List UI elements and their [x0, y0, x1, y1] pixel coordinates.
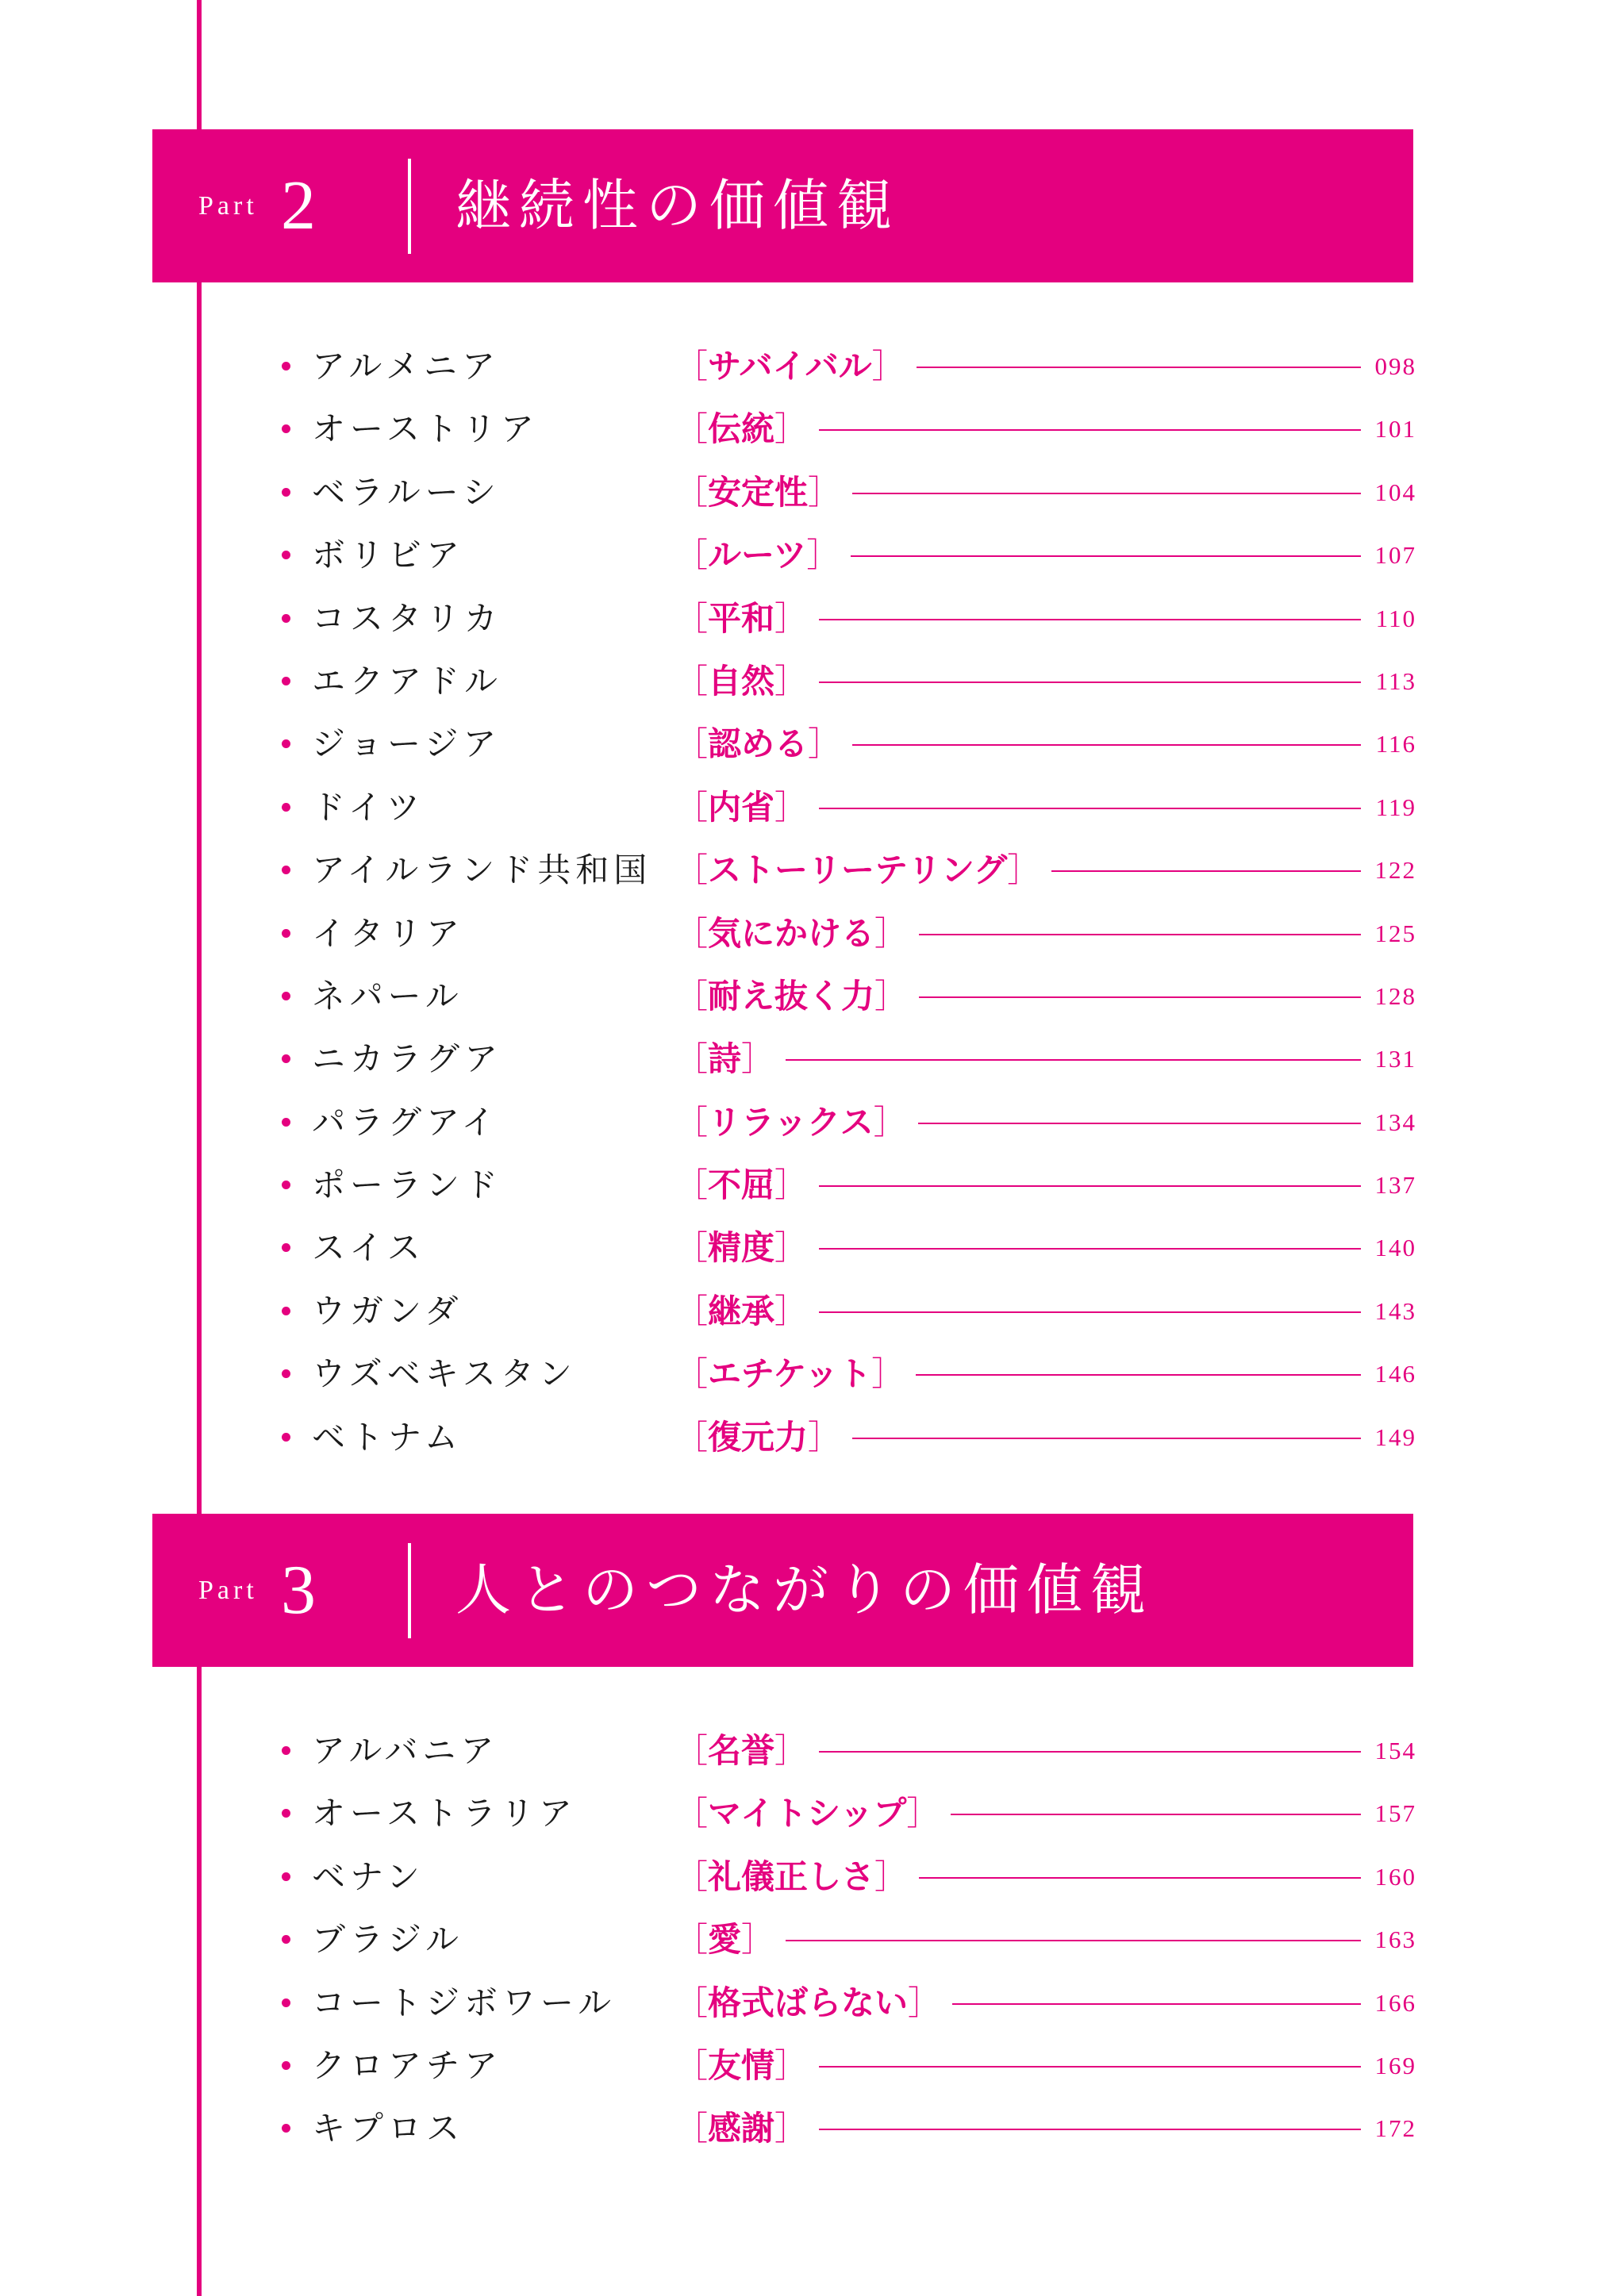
toc-entry[interactable]: [282, 902, 1416, 965]
value-keyword: [674, 1280, 819, 1342]
value-keyword: [674, 1342, 916, 1405]
page-number: 119: [1375, 793, 1416, 821]
leader-line: [814, 682, 1361, 683]
bracket-open: ［: [674, 850, 709, 890]
bullet-icon: [282, 1433, 290, 1442]
bracket-close: ］: [774, 1731, 809, 1770]
value-keyword: [674, 1782, 951, 1845]
bullet-icon: [282, 1118, 290, 1127]
leader-line: [814, 1751, 1361, 1753]
value-keyword: [674, 965, 919, 1027]
bullet-icon: [282, 488, 290, 497]
bracket-open: ［: [674, 1039, 709, 1079]
bracket-close: ］: [906, 1794, 940, 1833]
value-text: 復元力: [708, 1417, 809, 1457]
bracket-open: ［: [674, 1354, 709, 1394]
country-name: アイルランド共和国: [312, 850, 652, 890]
page-number: 122: [1374, 856, 1416, 885]
value-keyword: [674, 461, 852, 524]
bullet-icon: [282, 1998, 290, 2007]
toc-entry[interactable]: [282, 461, 1416, 524]
leader-line: [814, 808, 1361, 809]
bracket-open: ［: [674, 976, 709, 1016]
part-number: 3: [281, 1552, 316, 1629]
value-keyword: [674, 776, 819, 839]
value-keyword: [674, 1406, 852, 1469]
bullet-icon: [282, 1369, 290, 1378]
page-number: 169: [1374, 2051, 1416, 2079]
bracket-close: ］: [774, 1165, 809, 1205]
header-divider: [408, 159, 411, 254]
bracket-open: ［: [674, 2109, 709, 2148]
toc-entry[interactable]: [282, 1782, 1416, 1845]
part-label: Part: [198, 1576, 258, 1605]
bullet-icon: [282, 739, 290, 748]
bullet-icon: [282, 677, 290, 685]
leader-line: [814, 619, 1361, 620]
value-keyword: [674, 524, 851, 586]
bracket-open: ［: [674, 1165, 709, 1205]
toc-entry[interactable]: [282, 587, 1416, 650]
country-name: エクアドル: [312, 661, 503, 701]
bracket-open: ［: [674, 787, 709, 827]
leader-line: [946, 1814, 1361, 1815]
value-keyword: [674, 1719, 819, 1782]
country-name: イタリア: [312, 913, 465, 953]
part-3-toc-list: [282, 1719, 1416, 2160]
value-text: 詩: [708, 1039, 742, 1079]
bullet-icon: [282, 1746, 290, 1755]
toc-entry[interactable]: [282, 1972, 1416, 2034]
value-text: 名誉: [708, 1731, 775, 1770]
bracket-close: ］: [774, 2109, 809, 2148]
bullet-icon: [282, 424, 290, 433]
bracket-open: ［: [674, 2045, 709, 2085]
toc-entry[interactable]: [282, 2034, 1416, 2097]
bracket-close: ］: [774, 661, 809, 701]
page-number: 131: [1374, 1045, 1416, 1073]
page-number: 110: [1375, 604, 1416, 632]
value-text: 認める: [708, 724, 809, 764]
value-keyword: [674, 2034, 819, 2097]
bracket-open: ［: [674, 1731, 709, 1770]
page-number: 137: [1374, 1171, 1416, 1200]
page-number: 154: [1374, 1737, 1416, 1764]
value-text: 自然: [708, 661, 775, 701]
page-number: 107: [1374, 541, 1416, 570]
country-name: ニカラグア: [312, 1039, 503, 1079]
part-title: 継続性の価値観: [455, 173, 900, 238]
country-name: ドイツ: [312, 787, 425, 827]
leader-line: [947, 2003, 1361, 2005]
country-name: ボリビア: [312, 536, 465, 575]
bracket-close: ］: [874, 913, 909, 953]
toc-entry[interactable]: [282, 650, 1416, 712]
toc-entry[interactable]: [282, 776, 1416, 839]
page-number: 163: [1374, 1925, 1416, 1954]
value-text: 友情: [708, 2045, 775, 2085]
leader-line: [814, 429, 1361, 431]
bracket-open: ［: [674, 1291, 709, 1330]
value-keyword: [674, 1972, 952, 2034]
toc-entry[interactable]: [282, 965, 1416, 1027]
bullet-icon: [282, 362, 290, 371]
leader-line: [913, 1123, 1361, 1124]
page-number: 104: [1374, 478, 1416, 506]
value-keyword: [674, 397, 819, 460]
toc-entry[interactable]: [282, 397, 1416, 460]
leader-line: [814, 2066, 1361, 2068]
bracket-close: ］: [806, 536, 840, 575]
toc-entry[interactable]: [282, 1406, 1416, 1469]
country-name: オーストラリア: [312, 1794, 577, 1833]
value-keyword: [674, 1216, 819, 1279]
bracket-close: ］: [874, 976, 909, 1016]
country-name: ネパール: [312, 976, 463, 1016]
bullet-icon: [282, 1809, 290, 1818]
bracket-open: ［: [674, 598, 709, 638]
country-name: ポーランド: [312, 1165, 503, 1205]
toc-entry[interactable]: [282, 1908, 1416, 1971]
country-name: アルバニア: [312, 1731, 499, 1770]
country-name: キプロス: [312, 2109, 465, 2148]
value-text: 精度: [708, 1228, 775, 1268]
page-number: 116: [1375, 730, 1416, 758]
leader-line: [914, 1877, 1361, 1879]
value-text: サバイバル: [708, 347, 872, 386]
bracket-open: ［: [674, 1102, 709, 1142]
bullet-icon: [282, 614, 290, 623]
toc-entry[interactable]: [282, 2097, 1416, 2160]
value-text: 内省: [708, 787, 775, 827]
bullet-icon: [282, 551, 290, 559]
page-number: 113: [1375, 666, 1416, 695]
bracket-close: ］: [808, 1417, 842, 1457]
leader-line: [912, 367, 1361, 368]
value-text: 平和: [708, 598, 775, 638]
bullet-icon: [282, 2124, 290, 2133]
leader-line: [847, 1438, 1361, 1439]
leader-line: [846, 555, 1361, 557]
value-keyword: [674, 1845, 919, 1908]
part-3-header: [152, 1514, 1413, 1667]
value-text: 継承: [708, 1291, 775, 1330]
value-keyword: [674, 712, 852, 775]
value-text: 気にかける: [708, 913, 875, 953]
value-keyword: [674, 902, 919, 965]
bracket-open: ［: [674, 409, 709, 449]
leader-line: [847, 493, 1361, 494]
toc-entry[interactable]: [282, 1027, 1416, 1090]
bullet-icon: [282, 803, 290, 812]
country-name: オーストリア: [312, 409, 539, 449]
page-number: 140: [1374, 1234, 1416, 1262]
part-label: Part: [198, 191, 258, 221]
part-number: 2: [281, 167, 316, 244]
bullet-icon: [282, 929, 290, 938]
page-number: 143: [1374, 1296, 1416, 1325]
page-number: 160: [1374, 1862, 1416, 1891]
country-name: アルメニア: [312, 347, 501, 386]
page-number: 128: [1374, 981, 1416, 1010]
country-name: ベトナム: [312, 1417, 463, 1457]
value-text: マイトシップ: [708, 1794, 907, 1833]
margin-rule: [197, 0, 202, 2296]
bullet-icon: [282, 992, 290, 1000]
bracket-close: ］: [774, 2045, 809, 2085]
value-text: 愛: [708, 1920, 742, 1960]
value-keyword: [674, 587, 819, 650]
bracket-open: ［: [674, 1794, 709, 1833]
country-name: クロアチア: [312, 2045, 503, 2085]
page-number: 125: [1374, 919, 1416, 947]
leader-line: [914, 934, 1361, 935]
part-2-toc-list: [282, 335, 1416, 1469]
bullet-icon: [282, 1054, 290, 1063]
page-number: 149: [1374, 1423, 1416, 1451]
value-text: 耐え抜く力: [708, 976, 875, 1016]
value-keyword: [674, 1154, 819, 1216]
leader-line: [914, 996, 1361, 998]
bracket-close: ］: [808, 724, 842, 764]
value-text: ストーリーテリング: [708, 850, 1008, 890]
leader-line: [1047, 870, 1361, 872]
value-keyword: [674, 839, 1051, 901]
value-text: ルーツ: [708, 536, 807, 575]
value-keyword: [674, 650, 819, 712]
toc-entry[interactable]: [282, 524, 1416, 586]
toc-entry[interactable]: [282, 1719, 1416, 1782]
value-text: 不屈: [708, 1165, 775, 1205]
value-text: 伝統: [708, 409, 775, 449]
page-number: 134: [1374, 1108, 1416, 1136]
bracket-open: ［: [674, 1228, 709, 1268]
bracket-open: ［: [674, 724, 709, 764]
value-text: 感謝: [708, 2109, 775, 2148]
bullet-icon: [282, 2061, 290, 2070]
toc-entry[interactable]: [282, 1091, 1416, 1154]
bracket-open: ［: [674, 1983, 709, 2022]
bracket-open: ［: [674, 1920, 709, 1960]
bracket-open: ［: [674, 913, 709, 953]
bullet-icon: [282, 1243, 290, 1252]
bracket-close: ］: [873, 1102, 907, 1142]
bracket-open: ［: [674, 1417, 709, 1457]
page-number: 172: [1374, 2114, 1416, 2143]
value-text: 礼儀正しさ: [708, 1856, 875, 1896]
country-name: スイス: [312, 1228, 425, 1268]
toc-entry[interactable]: [282, 712, 1416, 775]
value-keyword: [674, 1027, 786, 1090]
leader-line: [781, 1059, 1361, 1061]
page-number: 098: [1374, 352, 1416, 380]
value-keyword: [674, 1091, 918, 1154]
bracket-close: ］: [774, 409, 809, 449]
bullet-icon: [282, 866, 290, 874]
leader-line: [911, 1374, 1361, 1376]
bullet-icon: [282, 1935, 290, 1944]
bracket-close: ］: [774, 1228, 809, 1268]
bracket-open: ［: [674, 347, 709, 386]
value-text: エチケット: [708, 1354, 872, 1394]
page-number: 101: [1374, 415, 1416, 443]
value-text: 格式ばらない: [708, 1983, 909, 2022]
country-name: ベナン: [312, 1856, 425, 1896]
header-divider: [408, 1543, 411, 1638]
bracket-close: ］: [774, 787, 809, 827]
bracket-open: ［: [674, 661, 709, 701]
bracket-close: ］: [741, 1920, 775, 1960]
country-name: ジョージア: [312, 724, 502, 764]
bracket-close: ］: [874, 1856, 909, 1896]
country-name: コートジボワール: [312, 1983, 617, 2022]
part-title: 人とのつながりの価値観: [455, 1557, 1154, 1622]
toc-entry[interactable]: [282, 1216, 1416, 1279]
bracket-open: ［: [674, 472, 709, 512]
toc-entry[interactable]: [282, 1845, 1416, 1908]
bullet-icon: [282, 1307, 290, 1315]
bracket-close: ］: [808, 472, 842, 512]
bracket-close: ］: [1007, 850, 1041, 890]
country-name: ウズベキスタン: [312, 1354, 577, 1394]
value-keyword: [674, 2097, 819, 2160]
leader-line: [781, 1940, 1361, 1941]
leader-line: [814, 1248, 1361, 1250]
bracket-open: ［: [674, 536, 709, 575]
value-keyword: [674, 1908, 786, 1971]
bullet-icon: [282, 1181, 290, 1189]
bracket-close: ］: [871, 347, 905, 386]
part-2-header: [152, 129, 1413, 282]
value-text: 安定性: [708, 472, 809, 512]
leader-line: [814, 1185, 1361, 1187]
bracket-close: ］: [774, 598, 809, 638]
country-name: コスタリカ: [312, 598, 502, 638]
page-number: 166: [1374, 1988, 1416, 2017]
bracket-close: ］: [741, 1039, 775, 1079]
country-name: ベラルーシ: [312, 472, 501, 512]
country-name: パラグアイ: [312, 1102, 500, 1142]
bullet-icon: [282, 1872, 290, 1881]
toc-entry[interactable]: [282, 335, 1416, 397]
leader-line: [814, 1311, 1361, 1313]
page-number: 146: [1374, 1360, 1416, 1388]
toc-entry[interactable]: [282, 839, 1416, 901]
bracket-close: ］: [774, 1291, 809, 1330]
country-name: ウガンダ: [312, 1291, 463, 1330]
value-keyword: [674, 335, 917, 397]
page-number: 157: [1374, 1799, 1416, 1828]
leader-line: [847, 744, 1361, 746]
leader-line: [814, 2129, 1361, 2130]
bracket-close: ］: [908, 1983, 942, 2022]
country-name: ブラジル: [312, 1920, 463, 1960]
bracket-open: ［: [674, 1856, 709, 1896]
bracket-close: ］: [871, 1354, 905, 1394]
toc-entry[interactable]: [282, 1154, 1416, 1216]
toc-entry[interactable]: [282, 1280, 1416, 1342]
toc-entry[interactable]: [282, 1342, 1416, 1405]
value-text: リラックス: [708, 1102, 874, 1142]
